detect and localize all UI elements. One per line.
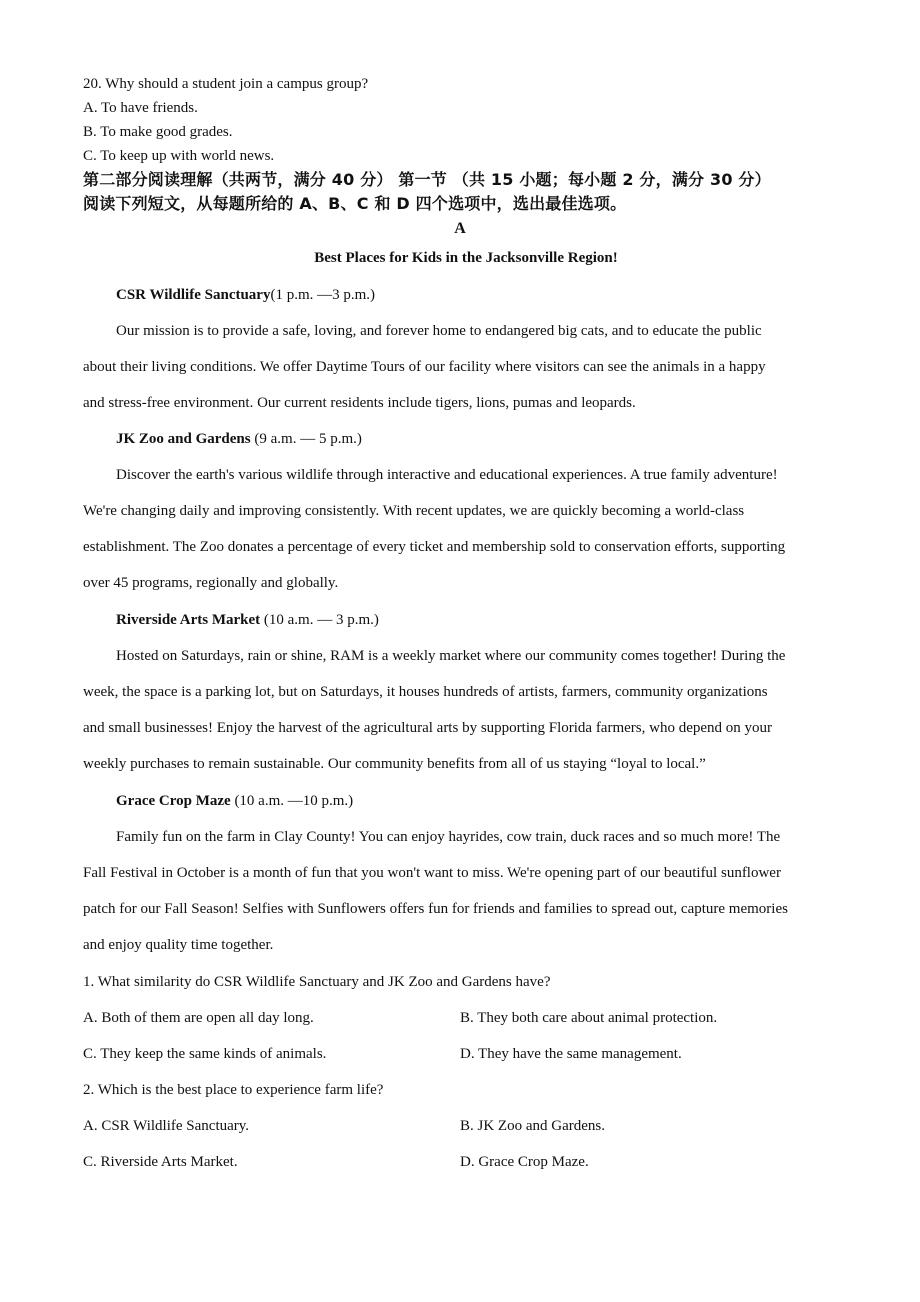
passage-letter: A bbox=[454, 220, 466, 237]
q2-option-d: D. Grace Crop Maze. bbox=[460, 1154, 589, 1170]
q1-option-d: D. They have the same management. bbox=[460, 1046, 682, 1062]
place-name: Riverside Arts Market bbox=[116, 612, 261, 628]
paragraph-line: over 45 programs, regionally and globally. bbox=[83, 575, 339, 591]
paragraph-line: patch for our Fall Season! Selfies with Sunflowers offers fun for friends and families to spread out, capture memories bbox=[83, 901, 788, 917]
place-heading-riverside bbox=[116, 610, 379, 630]
part2-heading: 第二部分阅读理解（共两节，满分 40 分） 第一节 （共 15 小题；每小题 2 分，满分 30 分） bbox=[83, 170, 771, 189]
q20-option-b: B. To make good grades. bbox=[83, 124, 233, 140]
part2-instruction: 阅读下列短文，从每题所给的 A、B、C 和 D 四个选项中，选出最佳选项。 bbox=[83, 194, 627, 213]
paragraph-line: We're changing daily and improving consistently. With recent updates, we are quickly becoming a world-class bbox=[83, 503, 745, 519]
paragraph-line: and small businesses! Enjoy the harvest of the agricultural arts by supporting Florida farmers, who depend on your bbox=[83, 720, 773, 736]
paragraph-line: week, the space is a parking lot, but on Saturdays, it houses hundreds of artists, farmers, community organizations bbox=[83, 684, 768, 700]
q2-option-b: B. JK Zoo and Gardens. bbox=[460, 1118, 605, 1134]
place-name: CSR Wildlife Sanctuary bbox=[116, 287, 271, 303]
place-hours: (9 a.m. — 5 p.m.) bbox=[250, 431, 362, 447]
place-name: Grace Crop Maze bbox=[116, 793, 231, 809]
paragraph-line: and enjoy quality time together. bbox=[83, 937, 274, 953]
paragraph-line: Discover the earth's various wildlife through interactive and educational experiences. A true family adventure! bbox=[116, 467, 778, 483]
paragraph-line: establishment. The Zoo donates a percentage of every ticket and membership sold to conservation efforts, supporting bbox=[83, 539, 786, 555]
place-hours: (10 a.m. —10 p.m.) bbox=[230, 793, 354, 809]
paragraph-line: Our mission is to provide a safe, loving, and forever home to endangered big cats, and to educate the public bbox=[116, 323, 762, 339]
place-heading-grace bbox=[116, 791, 353, 811]
place-name: JK Zoo and Gardens bbox=[116, 431, 251, 447]
q2-stem: 2. Which is the best place to experience farm life? bbox=[83, 1082, 384, 1098]
place-heading-csr bbox=[116, 285, 375, 305]
place-heading-jk-zoo bbox=[116, 429, 362, 449]
paragraph-line: weekly purchases to remain sustainable. Our community benefits from all of us staying “loyal to local.” bbox=[83, 756, 706, 772]
q1-stem: 1. What similarity do CSR Wildlife Sanctuary and JK Zoo and Gardens have? bbox=[83, 974, 551, 990]
q2-option-a: A. CSR Wildlife Sanctuary. bbox=[83, 1118, 250, 1134]
place-hours: (1 p.m. —3 p.m.) bbox=[270, 287, 376, 303]
q1-option-a: A. Both of them are open all day long. bbox=[83, 1010, 314, 1026]
paragraph-line: about their living conditions. We offer Daytime Tours of our facility where visitors can see the animals in a happy bbox=[83, 359, 766, 375]
q20-option-a: A. To have friends. bbox=[83, 100, 198, 116]
passage-title: Best Places for Kids in the Jacksonville Region! bbox=[314, 250, 618, 266]
q20-option-c: C. To keep up with world news. bbox=[83, 148, 275, 164]
paragraph-line: Fall Festival in October is a month of fun that you won't want to miss. We're opening part of our beautiful sunflower bbox=[83, 865, 781, 881]
q1-option-c: C. They keep the same kinds of animals. bbox=[83, 1046, 327, 1062]
q20-stem: 20. Why should a student join a campus group? bbox=[83, 76, 369, 92]
q1-option-b: B. They both care about animal protection. bbox=[460, 1010, 718, 1026]
paragraph-line: Family fun on the farm in Clay County! You can enjoy hayrides, cow train, duck races and so much more! The bbox=[116, 829, 781, 845]
paragraph-line: and stress-free environment. Our current residents include tigers, lions, pumas and leopards. bbox=[83, 395, 636, 411]
place-hours: (10 a.m. — 3 p.m.) bbox=[260, 612, 379, 628]
q2-option-c: C. Riverside Arts Market. bbox=[83, 1154, 238, 1170]
paragraph-line: Hosted on Saturdays, rain or shine, RAM is a weekly market where our community comes together! During the bbox=[116, 648, 786, 664]
